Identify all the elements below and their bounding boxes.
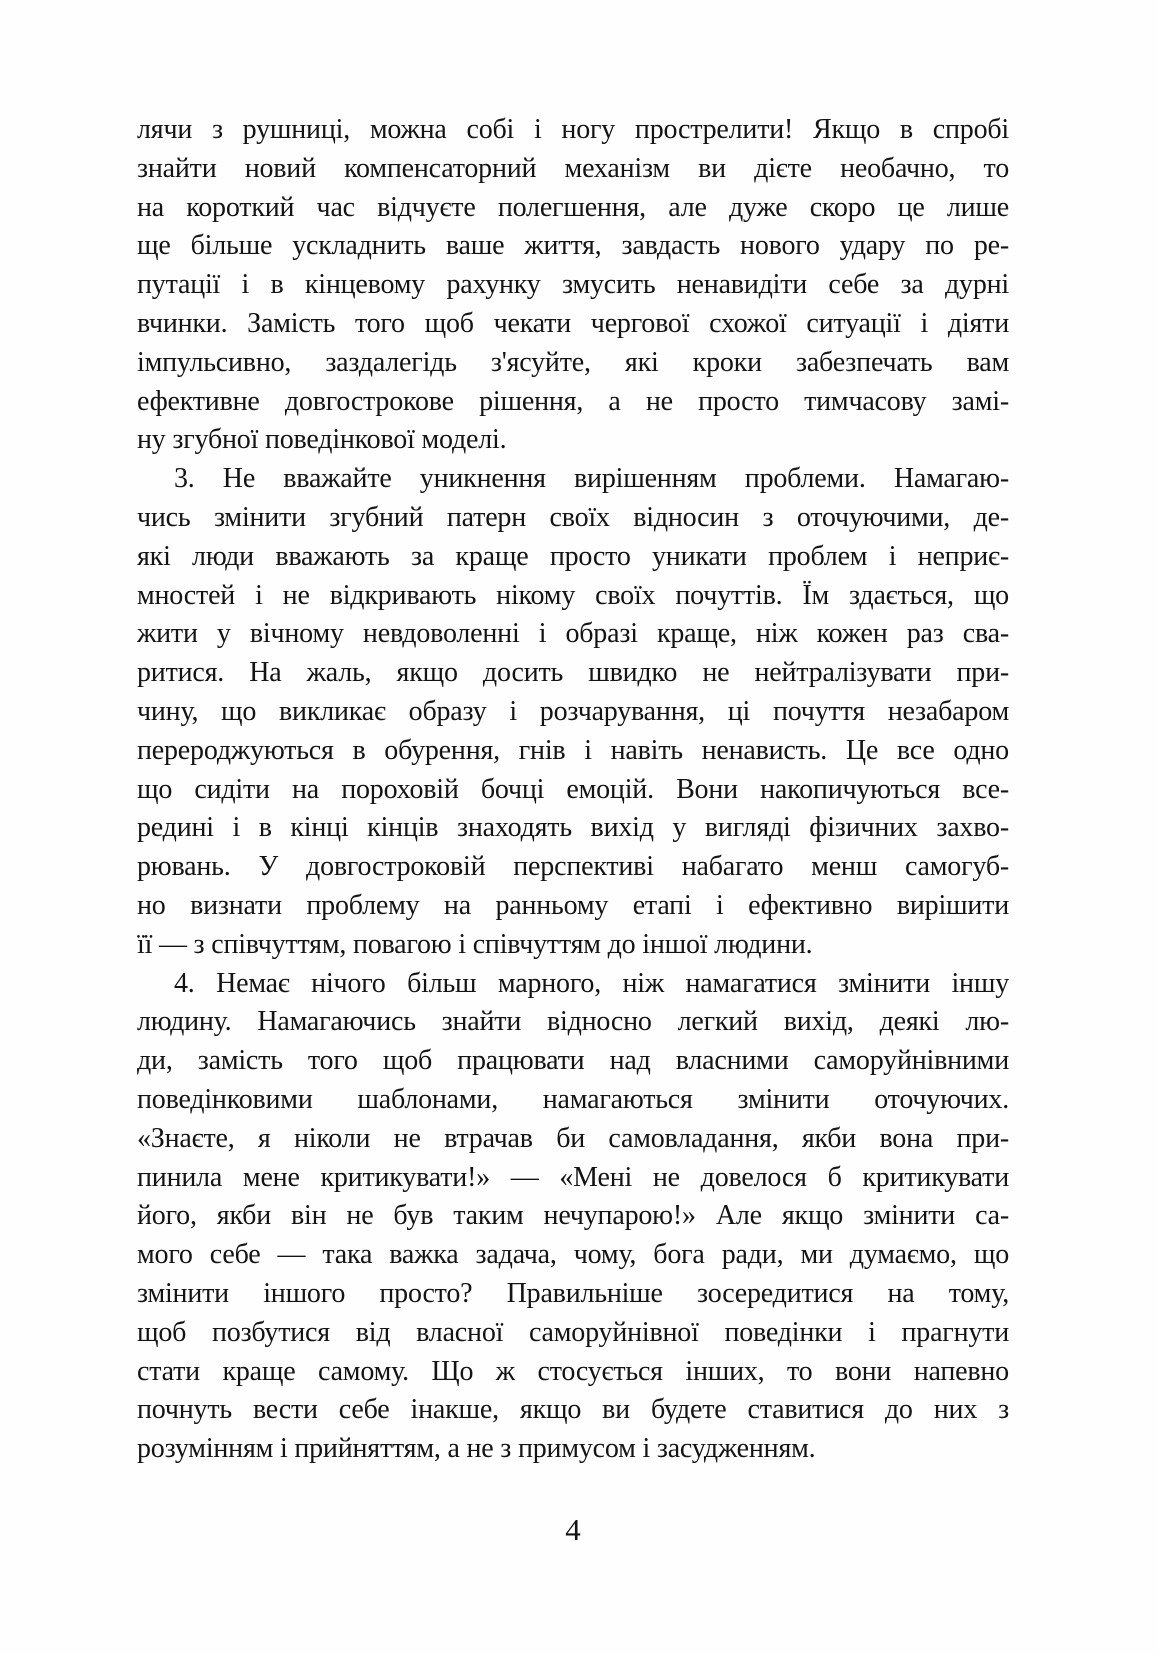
text-line: лячи з рушниці, можна собі і ногу прострелити! Якщо в спробі bbox=[137, 114, 1009, 145]
text-line: на короткий час відчуєте полегшення, але дуже скоро це лише bbox=[137, 191, 1009, 223]
text-line: 4. Немає нічого більш марного, ніж намагатися змінити іншу bbox=[174, 967, 1009, 999]
text-line: стати краще самому. Що ж стосується інших, то вони напевно bbox=[137, 1355, 1009, 1387]
text-line: змінити іншого просто? Правильніше зосередитися на тому, bbox=[137, 1277, 1009, 1309]
text-line: перероджуються в обурення, гнів і навіть ненависть. Це все одно bbox=[137, 734, 1009, 766]
text-line: путації і в кінцевому рахунку змусить ненавидіти себе за дурні bbox=[137, 269, 1009, 301]
text-line: розумінням і прийняттям, а не з примусом і засудженням. bbox=[137, 1433, 816, 1465]
text-line: знайти новий компенсаторний механізм ви дієте необачно, то bbox=[137, 152, 1009, 184]
text-line: його, якби він не був таким нечупарою!» Але якщо змінити са- bbox=[137, 1200, 1009, 1232]
text-line: чись змінити згубний патерн своїх відносин з оточуючими, де- bbox=[137, 501, 1009, 533]
text-line: її — з співчуттям, повагою і співчуттям до іншої людини. bbox=[137, 928, 813, 960]
text-line: що сидіти на пороховій бочці емоцій. Вони накопичуються все- bbox=[137, 773, 1009, 805]
text-line: імпульсивно, заздалегідь з'ясуйте, які кроки забезпечать вам bbox=[137, 346, 1009, 378]
text-line: «Знаєте, я ніколи не втрачав би самовладання, якби вона при- bbox=[137, 1122, 1009, 1154]
text-line: но визнати проблему на ранньому етапі і ефективно вирішити bbox=[137, 889, 1009, 921]
text-line: які люди вважають за краще просто уникати проблем і неприє- bbox=[137, 540, 1009, 572]
text-line: людину. Намагаючись знайти відносно легкий вихід, деякі лю- bbox=[137, 1006, 1009, 1038]
text-line: ще більше ускладнить ваше життя, завдасть нового удару по ре- bbox=[137, 230, 1009, 262]
text-line: чину, що викликає образу і розчарування, ці почуття незабаром bbox=[137, 695, 1009, 727]
text-line: почнуть вести себе інакше, якщо ви будете ставитися до них з bbox=[137, 1394, 1009, 1426]
text-line: ди, замість того щоб працювати над власними саморуйнівними bbox=[137, 1045, 1009, 1077]
text-line: редині і в кінці кінців знаходять вихід у вигляді фізичних захво- bbox=[137, 812, 1009, 844]
text-line: поведінковими шаблонами, намагаються змінити оточуючих. bbox=[137, 1083, 1009, 1115]
text-line: ритися. На жаль, якщо досить швидко не нейтралізувати при- bbox=[137, 657, 1009, 689]
text-line: 3. Не вважайте уникнення вирішенням проблеми. Намагаю- bbox=[174, 463, 1009, 495]
text-block bbox=[137, 111, 1009, 1469]
text-line: мностей і не відкривають нікому своїх почуттів. Їм здається, що bbox=[137, 579, 1009, 611]
text-line: щоб позбутися від власної саморуйнівної поведінки і прагнути bbox=[137, 1316, 1009, 1348]
text-line: ефективне довгострокове рішення, а не просто тимчасову замі- bbox=[137, 385, 1009, 417]
text-line: мого себе — така важка задача, чому, бога ради, ми думаємо, що bbox=[137, 1239, 1009, 1271]
text-line: рювань. У довгостроковій перспективі набагато менш самогуб- bbox=[137, 851, 1009, 883]
page-number: 4 bbox=[565, 1512, 581, 1547]
text-line: вчинки. Замість того щоб чекати чергової схожої ситуації і діяти bbox=[137, 307, 1009, 339]
text-line: жити у вічному невдоволенні і образі краще, ніж кожен раз сва- bbox=[137, 618, 1009, 650]
text-line: ну згубної поведінкової моделі. bbox=[137, 424, 507, 456]
text-line: пинила мене критикувати!» — «Мені не довелося б критикувати bbox=[137, 1161, 1009, 1193]
